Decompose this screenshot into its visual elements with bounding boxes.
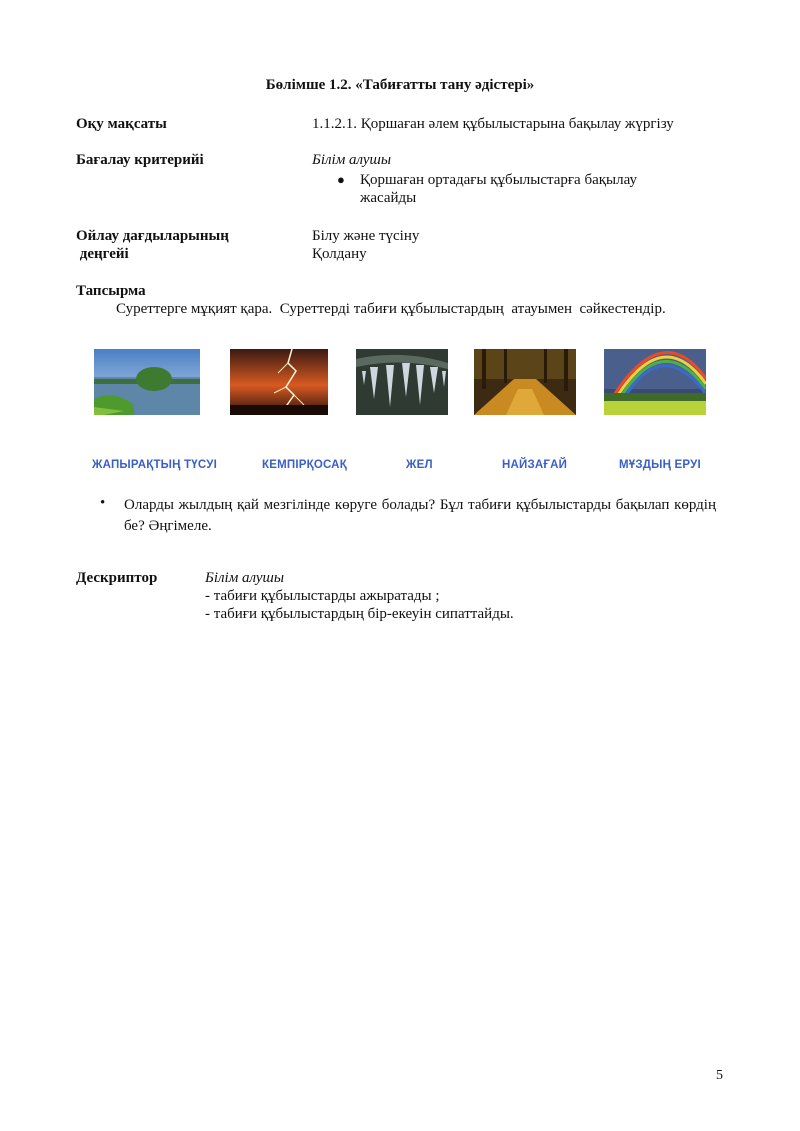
question-text: Оларды жылдың қай мезгілінде көруге болады? Бұл табиғи құбылыстарды бақылап көрдің бе? Әңгімеле.	[124, 497, 716, 534]
learning-objective-label: Оқу мақсаты	[76, 116, 167, 132]
lake-landscape-image	[94, 349, 200, 415]
bullet-icon: ●	[337, 172, 345, 187]
assessment-criteria-label: Бағалау критерийі	[76, 152, 204, 168]
autumn-leaves-image	[474, 349, 576, 415]
rainbow-image	[604, 349, 706, 415]
thinking-skills-value-line1: Білу және түсіну	[312, 228, 420, 244]
task-text: Суреттерге мұқият қара. Суреттерді табиғи құбылыстардың атауымен сәйкестендір.	[116, 301, 666, 317]
descriptor-learner: Білім алушы	[205, 570, 285, 586]
thinking-skills-label-line1: Ойлау дағдыларының	[76, 228, 229, 244]
page-number: 5	[716, 1068, 723, 1083]
criteria-bullet-line2: жасайды	[360, 190, 417, 206]
caption-ice-melting: МҰЗДЫҢ ЕРУІ	[619, 459, 701, 471]
descriptor-line1: - табиғи құбылыстарды ажыратады ;	[205, 588, 440, 604]
caption-leaf-fall: ЖАПЫРАҚТЫҢ ТҮСУІ	[92, 459, 217, 471]
thinking-skills-value-line2: Қолдану	[312, 246, 367, 262]
learning-objective-value: 1.1.2.1. Қоршаған әлем құбылыстарына бақылау жүргізу	[312, 116, 674, 132]
caption-wind: ЖЕЛ	[406, 459, 433, 471]
descriptor-label: Дескриптор	[76, 570, 158, 586]
caption-lightning: НАЙЗАҒАЙ	[502, 459, 568, 471]
assessment-learner-label: Білім алушы	[312, 152, 392, 168]
task-heading: Тапсырма	[76, 283, 146, 299]
lightning-storm-image	[230, 349, 328, 415]
question-bullet: •	[100, 495, 106, 511]
section-title: Бөлімше 1.2. «Табиғатты тану әдістері»	[265, 77, 535, 93]
thinking-skills-label-line2: деңгейі	[76, 246, 129, 262]
criteria-bullet-line1: Қоршаған ортадағы құбылыстарға бақылау	[360, 172, 637, 188]
descriptor-line2: - табиғи құбылыстардың бір-екеуін сипаттайды.	[205, 606, 514, 622]
caption-rainbow: КЕМПІРҚОСАҚ	[262, 459, 347, 471]
icicles-image	[356, 349, 448, 415]
